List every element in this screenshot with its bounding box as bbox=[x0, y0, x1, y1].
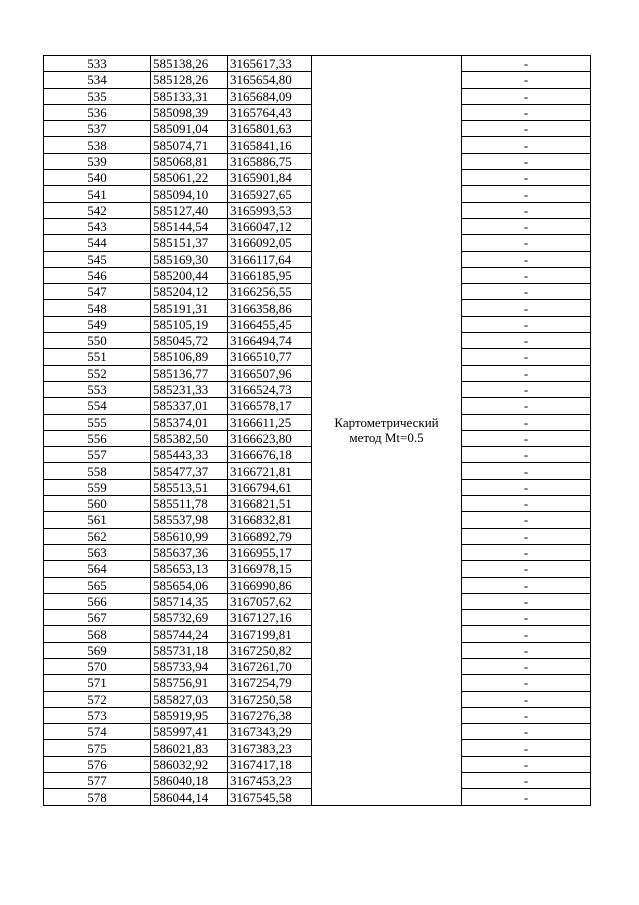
accuracy-cell: - bbox=[462, 430, 591, 446]
y-coordinate-cell: 3166524,73 bbox=[228, 381, 312, 397]
accuracy-cell: - bbox=[462, 365, 591, 381]
x-coordinate-cell: 585138,26 bbox=[151, 56, 228, 72]
accuracy-cell: - bbox=[462, 773, 591, 789]
x-coordinate-cell: 585610,99 bbox=[151, 528, 228, 544]
accuracy-cell: - bbox=[462, 137, 591, 153]
y-coordinate-cell: 3166794,61 bbox=[228, 479, 312, 495]
accuracy-cell: - bbox=[462, 104, 591, 120]
y-coordinate-cell: 3167057,62 bbox=[228, 593, 312, 609]
accuracy-cell: - bbox=[462, 691, 591, 707]
point-number-cell: 534 bbox=[44, 72, 151, 88]
accuracy-cell: - bbox=[462, 267, 591, 283]
x-coordinate-cell: 585200,44 bbox=[151, 267, 228, 283]
y-coordinate-cell: 3166892,79 bbox=[228, 528, 312, 544]
y-coordinate-cell: 3166623,80 bbox=[228, 430, 312, 446]
accuracy-cell: - bbox=[462, 56, 591, 72]
method-cell bbox=[312, 56, 462, 806]
x-coordinate-cell: 585061,22 bbox=[151, 170, 228, 186]
y-coordinate-cell: 3165886,75 bbox=[228, 153, 312, 169]
accuracy-cell: - bbox=[462, 235, 591, 251]
x-coordinate-cell: 585127,40 bbox=[151, 202, 228, 218]
accuracy-cell: - bbox=[462, 707, 591, 723]
accuracy-cell: - bbox=[462, 121, 591, 137]
y-coordinate-cell: 3166507,96 bbox=[228, 365, 312, 381]
y-coordinate-cell: 3167261,70 bbox=[228, 658, 312, 674]
y-coordinate-cell: 3167453,23 bbox=[228, 773, 312, 789]
x-coordinate-cell: 585337,01 bbox=[151, 398, 228, 414]
x-coordinate-cell: 585919,95 bbox=[151, 707, 228, 723]
point-number-cell: 538 bbox=[44, 137, 151, 153]
accuracy-cell: - bbox=[462, 479, 591, 495]
point-number-cell: 562 bbox=[44, 528, 151, 544]
y-coordinate-cell: 3166578,17 bbox=[228, 398, 312, 414]
x-coordinate-cell: 585144,54 bbox=[151, 218, 228, 234]
y-coordinate-cell: 3167545,58 bbox=[228, 789, 312, 805]
y-coordinate-cell: 3167383,23 bbox=[228, 740, 312, 756]
point-number-cell: 574 bbox=[44, 724, 151, 740]
accuracy-cell: - bbox=[462, 88, 591, 104]
y-coordinate-cell: 3166092,05 bbox=[228, 235, 312, 251]
accuracy-cell: - bbox=[462, 675, 591, 691]
coordinates-table bbox=[43, 55, 591, 806]
point-number-cell: 539 bbox=[44, 153, 151, 169]
x-coordinate-cell: 585068,81 bbox=[151, 153, 228, 169]
accuracy-cell: - bbox=[462, 544, 591, 560]
point-number-cell: 547 bbox=[44, 284, 151, 300]
accuracy-cell: - bbox=[462, 72, 591, 88]
x-coordinate-cell: 585997,41 bbox=[151, 724, 228, 740]
point-number-cell: 549 bbox=[44, 316, 151, 332]
accuracy-cell: - bbox=[462, 577, 591, 593]
point-number-cell: 560 bbox=[44, 496, 151, 512]
point-number-cell: 565 bbox=[44, 577, 151, 593]
y-coordinate-cell: 3166721,81 bbox=[228, 463, 312, 479]
y-coordinate-cell: 3165927,65 bbox=[228, 186, 312, 202]
point-number-cell: 551 bbox=[44, 349, 151, 365]
accuracy-cell: - bbox=[462, 170, 591, 186]
accuracy-cell: - bbox=[462, 381, 591, 397]
x-coordinate-cell: 585374,01 bbox=[151, 414, 228, 430]
table-row bbox=[44, 56, 591, 72]
y-coordinate-cell: 3166510,77 bbox=[228, 349, 312, 365]
accuracy-cell: - bbox=[462, 316, 591, 332]
accuracy-cell: - bbox=[462, 593, 591, 609]
point-number-cell: 554 bbox=[44, 398, 151, 414]
accuracy-cell: - bbox=[462, 512, 591, 528]
accuracy-cell: - bbox=[462, 528, 591, 544]
y-coordinate-cell: 3167276,38 bbox=[228, 707, 312, 723]
x-coordinate-cell: 585513,51 bbox=[151, 479, 228, 495]
point-number-cell: 561 bbox=[44, 512, 151, 528]
point-number-cell: 570 bbox=[44, 658, 151, 674]
y-coordinate-cell: 3166455,45 bbox=[228, 316, 312, 332]
x-coordinate-cell: 585231,33 bbox=[151, 381, 228, 397]
y-coordinate-cell: 3166047,12 bbox=[228, 218, 312, 234]
x-coordinate-cell: 585477,37 bbox=[151, 463, 228, 479]
y-coordinate-cell: 3167254,79 bbox=[228, 675, 312, 691]
point-number-cell: 546 bbox=[44, 267, 151, 283]
accuracy-cell: - bbox=[462, 610, 591, 626]
y-coordinate-cell: 3165841,16 bbox=[228, 137, 312, 153]
x-coordinate-cell: 585106,89 bbox=[151, 349, 228, 365]
accuracy-cell: - bbox=[462, 447, 591, 463]
x-coordinate-cell: 585731,18 bbox=[151, 642, 228, 658]
y-coordinate-cell: 3165654,80 bbox=[228, 72, 312, 88]
x-coordinate-cell: 585094,10 bbox=[151, 186, 228, 202]
x-coordinate-cell: 586032,92 bbox=[151, 756, 228, 772]
y-coordinate-cell: 3165901,84 bbox=[228, 170, 312, 186]
accuracy-cell: - bbox=[462, 300, 591, 316]
point-number-cell: 566 bbox=[44, 593, 151, 609]
point-number-cell: 572 bbox=[44, 691, 151, 707]
coordinates-table-body bbox=[44, 56, 591, 806]
y-coordinate-cell: 3166676,18 bbox=[228, 447, 312, 463]
x-coordinate-cell: 585732,69 bbox=[151, 610, 228, 626]
point-number-cell: 559 bbox=[44, 479, 151, 495]
method-text-line: Картометрический bbox=[334, 415, 439, 431]
x-coordinate-cell: 585511,78 bbox=[151, 496, 228, 512]
accuracy-cell: - bbox=[462, 642, 591, 658]
x-coordinate-cell: 585151,37 bbox=[151, 235, 228, 251]
point-number-cell: 542 bbox=[44, 202, 151, 218]
accuracy-cell: - bbox=[462, 218, 591, 234]
point-number-cell: 540 bbox=[44, 170, 151, 186]
point-number-cell: 548 bbox=[44, 300, 151, 316]
point-number-cell: 576 bbox=[44, 756, 151, 772]
point-number-cell: 536 bbox=[44, 104, 151, 120]
y-coordinate-cell: 3167127,16 bbox=[228, 610, 312, 626]
y-coordinate-cell: 3166990,86 bbox=[228, 577, 312, 593]
point-number-cell: 578 bbox=[44, 789, 151, 805]
y-coordinate-cell: 3167250,58 bbox=[228, 691, 312, 707]
point-number-cell: 569 bbox=[44, 642, 151, 658]
method-text-line: метод Mt=0.5 bbox=[349, 430, 424, 446]
accuracy-cell: - bbox=[462, 251, 591, 267]
point-number-cell: 564 bbox=[44, 561, 151, 577]
x-coordinate-cell: 585733,94 bbox=[151, 658, 228, 674]
y-coordinate-cell: 3166358,86 bbox=[228, 300, 312, 316]
x-coordinate-cell: 586021,83 bbox=[151, 740, 228, 756]
x-coordinate-cell: 585191,31 bbox=[151, 300, 228, 316]
x-coordinate-cell: 585074,71 bbox=[151, 137, 228, 153]
x-coordinate-cell: 585133,31 bbox=[151, 88, 228, 104]
x-coordinate-cell: 585654,06 bbox=[151, 577, 228, 593]
accuracy-cell: - bbox=[462, 626, 591, 642]
y-coordinate-cell: 3166185,95 bbox=[228, 267, 312, 283]
point-number-cell: 573 bbox=[44, 707, 151, 723]
accuracy-cell: - bbox=[462, 414, 591, 430]
point-number-cell: 552 bbox=[44, 365, 151, 381]
x-coordinate-cell: 585714,35 bbox=[151, 593, 228, 609]
point-number-cell: 553 bbox=[44, 381, 151, 397]
accuracy-cell: - bbox=[462, 789, 591, 805]
y-coordinate-cell: 3165801,63 bbox=[228, 121, 312, 137]
point-number-cell: 535 bbox=[44, 88, 151, 104]
x-coordinate-cell: 585045,72 bbox=[151, 333, 228, 349]
y-coordinate-cell: 3166832,81 bbox=[228, 512, 312, 528]
y-coordinate-cell: 3167343,29 bbox=[228, 724, 312, 740]
point-number-cell: 555 bbox=[44, 414, 151, 430]
point-number-cell: 545 bbox=[44, 251, 151, 267]
accuracy-cell: - bbox=[462, 724, 591, 740]
accuracy-cell: - bbox=[462, 333, 591, 349]
point-number-cell: 537 bbox=[44, 121, 151, 137]
y-coordinate-cell: 3167199,81 bbox=[228, 626, 312, 642]
point-number-cell: 575 bbox=[44, 740, 151, 756]
y-coordinate-cell: 3166611,25 bbox=[228, 414, 312, 430]
point-number-cell: 571 bbox=[44, 675, 151, 691]
x-coordinate-cell: 585537,98 bbox=[151, 512, 228, 528]
point-number-cell: 558 bbox=[44, 463, 151, 479]
point-number-cell: 563 bbox=[44, 544, 151, 560]
x-coordinate-cell: 586044,14 bbox=[151, 789, 228, 805]
y-coordinate-cell: 3167417,18 bbox=[228, 756, 312, 772]
x-coordinate-cell: 585098,39 bbox=[151, 104, 228, 120]
point-number-cell: 557 bbox=[44, 447, 151, 463]
point-number-cell: 550 bbox=[44, 333, 151, 349]
y-coordinate-cell: 3165684,09 bbox=[228, 88, 312, 104]
x-coordinate-cell: 585204,12 bbox=[151, 284, 228, 300]
y-coordinate-cell: 3166494,74 bbox=[228, 333, 312, 349]
y-coordinate-cell: 3165764,43 bbox=[228, 104, 312, 120]
point-number-cell: 567 bbox=[44, 610, 151, 626]
x-coordinate-cell: 585744,24 bbox=[151, 626, 228, 642]
accuracy-cell: - bbox=[462, 756, 591, 772]
y-coordinate-cell: 3166117,64 bbox=[228, 251, 312, 267]
accuracy-cell: - bbox=[462, 398, 591, 414]
accuracy-cell: - bbox=[462, 496, 591, 512]
accuracy-cell: - bbox=[462, 349, 591, 365]
y-coordinate-cell: 3165993,53 bbox=[228, 202, 312, 218]
point-number-cell: 568 bbox=[44, 626, 151, 642]
point-number-cell: 556 bbox=[44, 430, 151, 446]
accuracy-cell: - bbox=[462, 463, 591, 479]
x-coordinate-cell: 585637,36 bbox=[151, 544, 228, 560]
x-coordinate-cell: 585443,33 bbox=[151, 447, 228, 463]
x-coordinate-cell: 585827,03 bbox=[151, 691, 228, 707]
point-number-cell: 543 bbox=[44, 218, 151, 234]
x-coordinate-cell: 585105,19 bbox=[151, 316, 228, 332]
x-coordinate-cell: 586040,18 bbox=[151, 773, 228, 789]
x-coordinate-cell: 585169,30 bbox=[151, 251, 228, 267]
x-coordinate-cell: 585653,13 bbox=[151, 561, 228, 577]
accuracy-cell: - bbox=[462, 561, 591, 577]
accuracy-cell: - bbox=[462, 284, 591, 300]
accuracy-cell: - bbox=[462, 186, 591, 202]
accuracy-cell: - bbox=[462, 740, 591, 756]
point-number-cell: 544 bbox=[44, 235, 151, 251]
accuracy-cell: - bbox=[462, 153, 591, 169]
y-coordinate-cell: 3166821,51 bbox=[228, 496, 312, 512]
x-coordinate-cell: 585756,91 bbox=[151, 675, 228, 691]
x-coordinate-cell: 585091,04 bbox=[151, 121, 228, 137]
y-coordinate-cell: 3166955,17 bbox=[228, 544, 312, 560]
point-number-cell: 533 bbox=[44, 56, 151, 72]
y-coordinate-cell: 3165617,33 bbox=[228, 56, 312, 72]
y-coordinate-cell: 3166256,55 bbox=[228, 284, 312, 300]
y-coordinate-cell: 3167250,82 bbox=[228, 642, 312, 658]
point-number-cell: 577 bbox=[44, 773, 151, 789]
accuracy-cell: - bbox=[462, 658, 591, 674]
x-coordinate-cell: 585382,50 bbox=[151, 430, 228, 446]
x-coordinate-cell: 585128,26 bbox=[151, 72, 228, 88]
x-coordinate-cell: 585136,77 bbox=[151, 365, 228, 381]
y-coordinate-cell: 3166978,15 bbox=[228, 561, 312, 577]
point-number-cell: 541 bbox=[44, 186, 151, 202]
accuracy-cell: - bbox=[462, 202, 591, 218]
